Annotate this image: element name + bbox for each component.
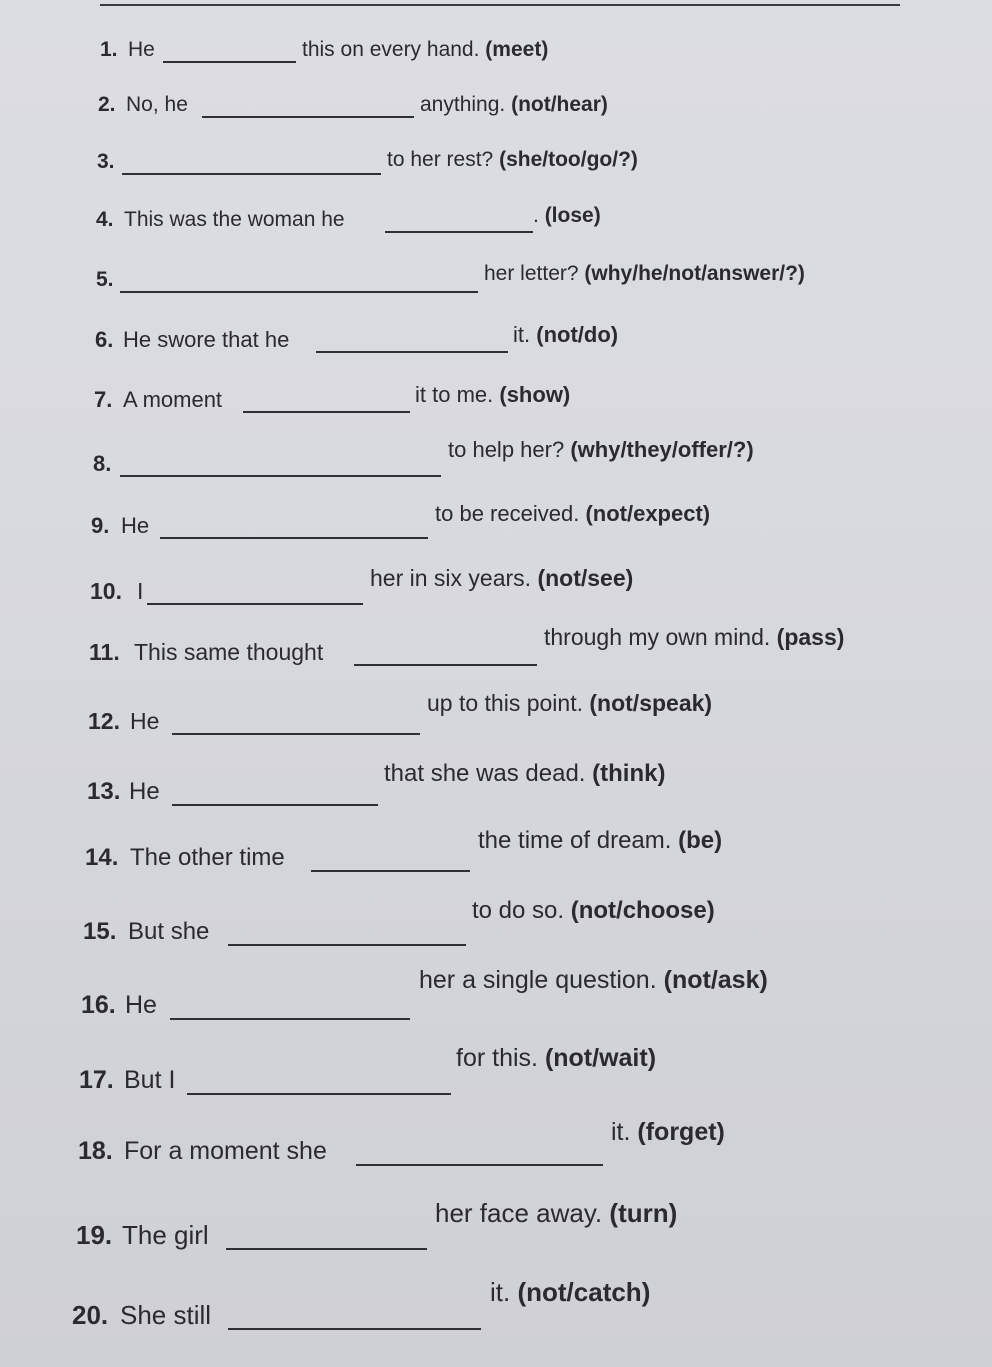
- answer-blank[interactable]: [228, 944, 466, 946]
- sentence-continuation: her in six years.: [370, 565, 532, 591]
- exercise-sentence-start: He: [121, 513, 150, 538]
- answer-blank[interactable]: [243, 411, 410, 413]
- exercise-sentence-end: [302, 38, 548, 62]
- exercise-sentence-end: [472, 897, 715, 925]
- exercise-number: 13.: [87, 778, 121, 805]
- answer-blank[interactable]: [147, 603, 363, 605]
- exercise-number: 17.: [79, 1066, 114, 1094]
- exercise-number: 15.: [83, 918, 117, 945]
- exercise-number: 11.: [89, 639, 120, 665]
- sentence-continuation: for this.: [456, 1044, 538, 1072]
- sentence-continuation: it.: [611, 1118, 631, 1146]
- verb-hint: (why/he/not/answer/?): [584, 262, 805, 285]
- sentence-continuation: anything.: [420, 93, 506, 116]
- exercise-sentence-start: He swore that he: [123, 327, 290, 352]
- exercise-number: 14.: [85, 844, 119, 871]
- verb-hint: (think): [592, 760, 666, 787]
- exercise-sentence-start: This was the woman he: [124, 208, 345, 231]
- exercise-sentence-end: [415, 382, 570, 408]
- exercise-number: 19.: [76, 1220, 113, 1250]
- sentence-continuation: the time of dream.: [478, 827, 672, 854]
- exercise-sentence-end: [427, 690, 712, 717]
- exercise-sentence-start: But she: [128, 918, 210, 945]
- verb-hint: (not/expect): [585, 501, 711, 526]
- answer-blank[interactable]: [202, 116, 414, 118]
- verb-hint: (not/do): [536, 322, 619, 347]
- exercise-sentence-start: For a moment she: [124, 1137, 327, 1165]
- exercise-sentence-end: [456, 1044, 656, 1073]
- answer-blank[interactable]: [172, 733, 420, 735]
- sentence-continuation: her a single question.: [419, 966, 657, 994]
- sentence-continuation: it.: [490, 1277, 511, 1307]
- sentence-continuation: to help her?: [448, 437, 565, 462]
- verb-hint: (not/see): [537, 565, 634, 591]
- sentence-continuation: up to this point.: [427, 690, 583, 716]
- verb-hint: (lose): [544, 204, 601, 227]
- verb-hint: (not/hear): [511, 93, 608, 116]
- answer-blank[interactable]: [316, 351, 508, 353]
- exercise-sentence-end: [384, 760, 665, 788]
- sentence-continuation: her face away.: [435, 1198, 603, 1228]
- sentence-continuation: it.: [513, 322, 531, 347]
- exercise-number: 10.: [90, 578, 122, 604]
- exercise-sentence-end: [544, 624, 844, 651]
- answer-blank[interactable]: [228, 1328, 481, 1330]
- verb-hint: (she/too/go/?): [499, 148, 638, 171]
- answer-blank[interactable]: [354, 664, 537, 666]
- answer-blank[interactable]: [120, 475, 441, 477]
- verb-hint: (not/choose): [570, 897, 715, 924]
- exercise-sentence-end: [387, 148, 638, 172]
- exercise-sentence-end: [478, 827, 722, 855]
- verb-hint: (not/ask): [663, 966, 768, 994]
- verb-hint: (show): [499, 382, 571, 407]
- exercise-sentence-start: This same thought: [134, 639, 324, 665]
- exercise-sentence-start: He: [128, 38, 155, 61]
- exercise-sentence-end: [435, 501, 710, 527]
- exercise-sentence-end: [533, 204, 601, 228]
- sentence-continuation: to be received.: [435, 501, 580, 526]
- exercise-sentence-end: [513, 322, 618, 348]
- sentence-continuation: her letter?: [484, 262, 579, 285]
- exercise-sentence-start: He: [130, 708, 160, 734]
- exercise-sentence-start: A moment: [123, 387, 223, 412]
- answer-blank[interactable]: [122, 173, 381, 175]
- sentence-continuation: it to me.: [415, 382, 494, 407]
- exercise-sentence-start: But I: [124, 1066, 176, 1094]
- exercise-number: 1.: [100, 38, 118, 61]
- answer-blank[interactable]: [170, 1018, 410, 1020]
- sentence-continuation: this on every hand.: [302, 38, 480, 61]
- exercise-number: 12.: [88, 708, 120, 734]
- answer-blank[interactable]: [160, 537, 428, 539]
- exercise-sentence-start: She still: [120, 1300, 212, 1330]
- verb-hint: (be): [678, 827, 723, 854]
- top-rule: [100, 4, 900, 6]
- sentence-continuation: to her rest?: [387, 148, 494, 171]
- exercise-sentence-end: [490, 1277, 650, 1308]
- answer-blank[interactable]: [385, 231, 533, 233]
- answer-blank[interactable]: [356, 1164, 603, 1166]
- exercise-number: 20.: [72, 1300, 109, 1330]
- answer-blank[interactable]: [172, 804, 378, 806]
- answer-blank[interactable]: [163, 61, 296, 63]
- exercise-number: 18.: [78, 1137, 113, 1165]
- exercise-sentence-start: He: [129, 778, 160, 805]
- sentence-continuation: to do so.: [472, 897, 565, 924]
- verb-hint: (why/they/offer/?): [570, 437, 754, 462]
- exercise-number: 16.: [81, 991, 116, 1019]
- exercise-number: 6.: [95, 327, 114, 352]
- sentence-continuation: through my own mind.: [544, 624, 771, 650]
- verb-hint: (turn): [609, 1198, 678, 1228]
- exercise-number: 3.: [97, 150, 115, 173]
- answer-blank[interactable]: [311, 870, 470, 872]
- exercise-number: 5.: [96, 268, 114, 291]
- exercise-number: 9.: [91, 513, 110, 538]
- exercise-sentence-start: He: [125, 991, 157, 1019]
- exercise-sentence-end: [448, 437, 754, 463]
- exercise-sentence-end: [420, 93, 608, 117]
- exercise-number: 8.: [93, 451, 112, 476]
- verb-hint: (not/speak): [589, 690, 713, 716]
- sentence-continuation: .: [533, 204, 539, 227]
- exercise-sentence-start: The girl: [122, 1220, 209, 1250]
- exercise-number: 4.: [96, 208, 114, 231]
- sentence-continuation: that she was dead.: [384, 760, 586, 787]
- exercise-sentence-end: [435, 1198, 677, 1229]
- exercise-sentence-end: [484, 262, 805, 286]
- verb-hint: (forget): [637, 1118, 725, 1146]
- exercise-sentence-start: No, he: [126, 93, 188, 116]
- answer-blank[interactable]: [226, 1248, 427, 1250]
- verb-hint: (meet): [485, 38, 549, 61]
- exercise-sentence-end: [370, 565, 633, 592]
- verb-hint: (not/wait): [544, 1044, 657, 1072]
- exercise-number: 7.: [94, 387, 113, 412]
- exercise-sentence-start: I: [137, 578, 144, 604]
- exercise-sentence-start: The other time: [130, 844, 285, 871]
- exercise-sentence-end: [419, 966, 768, 995]
- exercise-sentence-end: [611, 1118, 725, 1147]
- verb-hint: (not/catch): [517, 1277, 651, 1307]
- answer-blank[interactable]: [120, 291, 478, 293]
- exercise-number: 2.: [98, 93, 116, 116]
- answer-blank[interactable]: [187, 1093, 451, 1095]
- verb-hint: (pass): [776, 624, 845, 650]
